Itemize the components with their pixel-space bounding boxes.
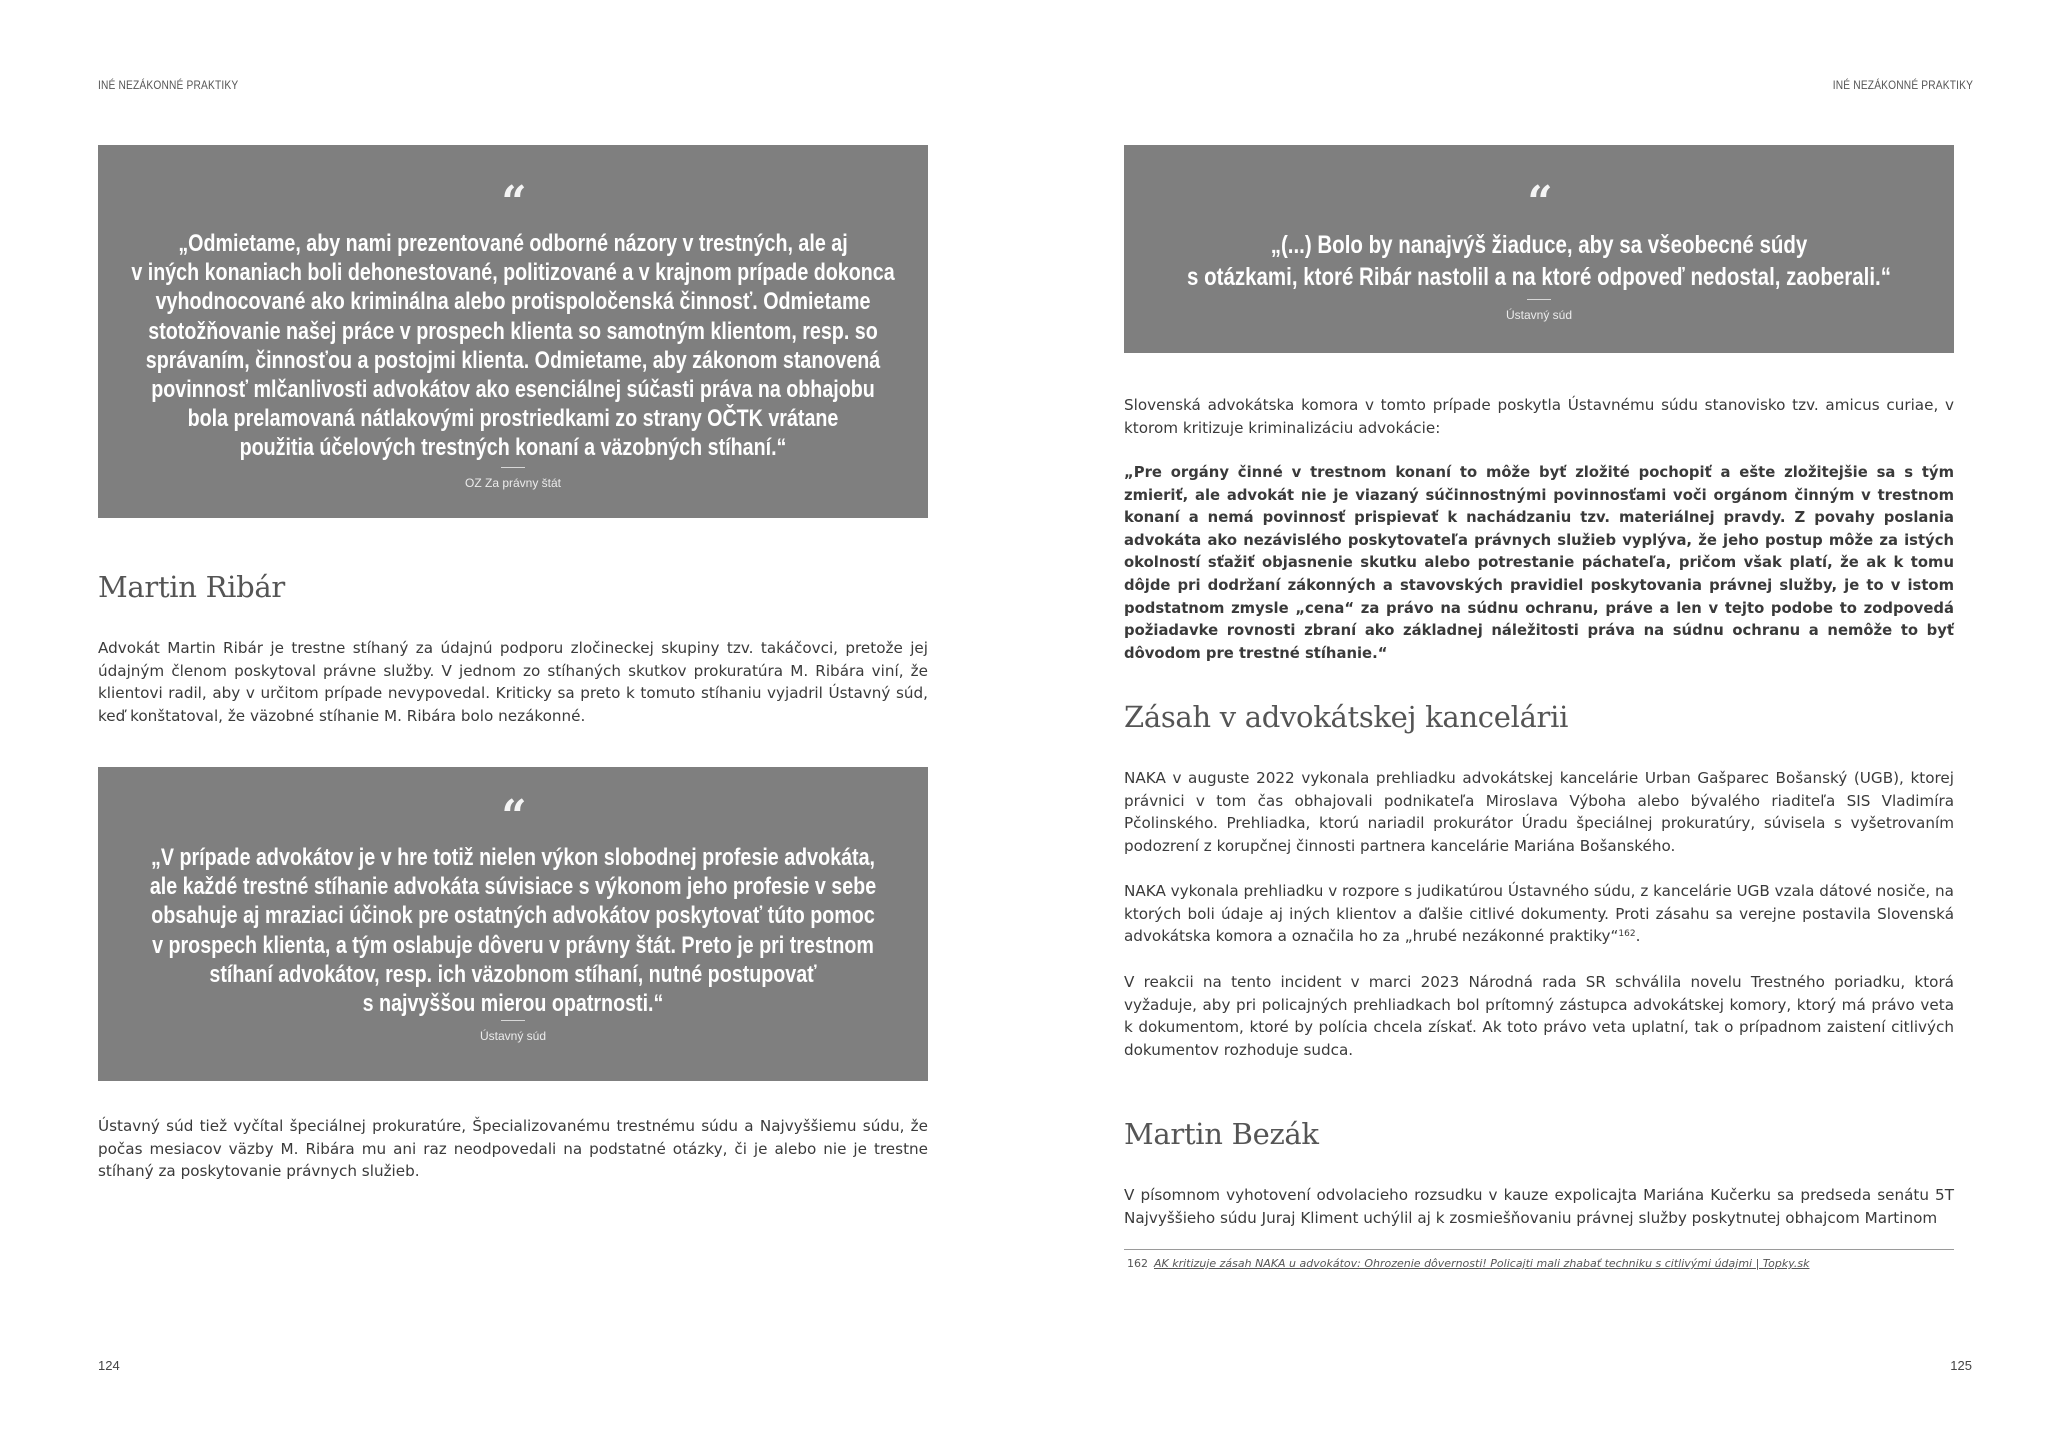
body-paragraph: Ústavný súd tiež vyčítal špeciálnej prokuratúre, Špecializovanému trestnému súdu a Najvyššiemu súdu, že počas mesiacov väzby M. Ribára mu ani raz neodpovedali na podstatné otázky, či je alebo nie je trestne stíhaný za poskytovanie právnych služieb. <box>98 1117 928 1181</box>
body-paragraph: Advokát Martin Ribár je trestne stíhaný za údajnú podporu zločineckej skupiny tzv. takáčovci, pretože jej údajným členom poskytoval právne služby. V jednom zo stíhaných skutkov prokuratúra M. Ribára viní, že klientovi radil, aby v určitom prípade nevypovedal. Kriticky sa preto k tomuto stíhaniu vyjadril Ústavný súd, keď konštatoval, že väzobné stíhanie M. Ribára bolo nezákonné. <box>98 639 928 725</box>
footnote-link[interactable]: AK kritizuje zásah NAKA u advokátov: Ohrozenie dôvernosti! Policajti mali zhabať techniku s citlivými údajmi | Topky.sk <box>1154 1257 1810 1270</box>
quote-box-oz <box>98 145 928 518</box>
quote-line: povinnosť mlčanlivosti advokátov ako esenciálnej súčasti práva na obhajobu <box>151 376 875 404</box>
quote-line: ale každé trestné stíhanie advokáta súvisiace s výkonom jeho profesie v sebe <box>149 873 877 901</box>
paragraph-end: . <box>1635 927 1641 946</box>
body-paragraph: Slovenská advokátska komora v tomto prípade poskytla Ústavnému súdu stanovisko tzv. amicus curiae, v ktorom kritizuje kriminalizáciu advokácie: <box>1124 396 1954 437</box>
quote-line: stíhaní advokátov, resp. ich väzobnom stíhaní, nutné postupovať <box>209 960 817 988</box>
quote-box-ustavny-sud <box>98 767 928 1081</box>
footnote-number: 162 <box>1127 1257 1148 1270</box>
paragraph-text: NAKA vykonala prehliadku v rozpore s judikatúrou Ústavného súdu, z kancelárie UGB vzala dátové nosiče, na ktorých boli údaje aj iných klientov a ďalšie citlivé dokumenty. Proti zásahu sa verejne postavila Slovenská advokátska komora a označila ho za „hrubé nezákonné praktiky“ <box>1124 882 1954 946</box>
section-heading-martin-ribar: Martin Ribár <box>98 570 285 604</box>
quote-line: správaním, činnosťou a postojmi klienta. Odmietame, aby zákonom stanovená <box>145 346 881 374</box>
quote-divider <box>501 1020 525 1021</box>
footnote-divider <box>1124 1249 1954 1250</box>
right-page <box>1024 0 2048 1448</box>
quote-line: vyhodnocované ako kriminálna alebo protispoločenská činnosť. Odmietame <box>155 288 871 316</box>
quote-line: v iných konaniach boli dehonestované, politizované a v krajnom prípade dokonca <box>131 259 895 287</box>
quote-line: „Odmietame, aby nami prezentované odborné názory v trestných, ale aj <box>178 230 848 257</box>
quote-line: v prospech klienta, a tým oslabuje dôveru v právny štát. Preto je pri trestnom <box>152 931 874 959</box>
quote-text <box>103 229 923 463</box>
quote-divider <box>501 467 525 468</box>
quote-line: použitia účelových trestných konaní a väzobných stíhaní.“ <box>239 434 787 462</box>
body-paragraph <box>1124 880 1954 948</box>
body-paragraph: V písomnom vyhotovení odvolacieho rozsudku v kauze expolicajta Mariána Kučerku sa predseda senátu 5T Najvyššieho súdu Juraj Kliment uchýlil aj k zosmiešňovaniu právnej služby poskytnutej obhajcom Martinom <box>1124 1186 1954 1227</box>
quote-mark-icon: “ <box>1527 181 1551 215</box>
quote-text <box>103 843 923 1018</box>
quote-text <box>1129 229 1949 293</box>
quote-line: s otázkami, ktoré Ribár nastolil a na ktoré odpoveď nedostal, zaoberali.“ <box>1187 263 1891 291</box>
quote-line: bola prelamovaná nátlakovými prostriedkami zo strany OČTK vrátane <box>187 405 839 433</box>
section-heading-zasah: Zásah v advokátskej kancelárii <box>1124 700 1569 734</box>
quote-line: „(...) Bolo by nanajvýš žiaduce, aby sa všeobecné súdy <box>1270 231 1808 259</box>
quote-source: Ústavný súd <box>479 1029 547 1044</box>
body-paragraph: NAKA v auguste 2022 vykonala prehliadku advokátskej kancelárie Urban Gašparec Bošanský (UGB), ktorej právnici v tom čas obhajovali podnikateľa Miroslava Výboha alebo bývalého riaditeľa SIS Vladimíra Pčolinského. Prehliadka, ktorú nariadil prokurátor Úradu špeciálnej prokuratúry, súvisela s vyšetrovaním podozrení z korupčnej činnosti partnera kancelárie Mariána Bošanského. <box>1124 769 1954 855</box>
quote-line: stotožňovanie našej práce v prospech klienta so samotným klientom, resp. so <box>148 317 878 345</box>
running-head-left: INÉ NEZÁKONNÉ PRAKTIKY <box>98 78 239 92</box>
page-number-right: 125 <box>1950 1358 1972 1373</box>
quote-divider <box>1527 299 1551 300</box>
quote-line: s najvyššou mierou opatrnosti.“ <box>362 990 664 1018</box>
footnote <box>1127 1257 1957 1270</box>
running-head-right: INÉ NEZÁKONNÉ PRAKTIKY <box>1832 78 1973 92</box>
page-number-left: 124 <box>98 1358 120 1373</box>
quote-mark-icon: “ <box>501 795 525 829</box>
bold-quote-paragraph: „Pre orgány činné v trestnom konaní to môže byť zložité pochopiť a ešte zložitejšie sa s tým zmieriť, ale advokát nie je viazaný súčinnostnými povinnosťami voči orgánom činným v trestnom konaní a nemá povinnosť prispievať k nachádzaniu tzv. materiálnej pravdy. Z povahy poslania advokáta ako nezávislého poskytovateľa právnych služieb vyplýva, že jeho postup môže za istých okolností sťažiť objasnenie skutku alebo potrestanie páchateľa, pričom však platí, že ak k tomu dôjde pri dodržaní zákonných a stavovských pravidiel poskytovania právnej služby, je to v istom podstatnom zmysle „cena“ za právo na súdnu ochranu, práve a len v tejto podobe to zodpovedá požiadavke rovnosti zbraní ako základnej náležitosti práva na súdnu ochranu a nemôže to byť dôvodom pre trestné stíhanie.“ <box>1124 464 1954 662</box>
body-paragraph: V reakcii na tento incident v marci 2023 Národná rada SR schválila novelu Trestného poriadku, ktorá vyžaduje, aby pri policajných prehliadkach bol prítomný zástupca advokátskej komory, ktorý má právo veta k dokumentom, ktoré by polícia chcela získať. Ak toto právo veta uplatní, tak o prípadnom zaistení citlivých dokumentov rozhoduje sudca. <box>1124 973 1954 1059</box>
quote-box-ustavny-sud-right <box>1124 145 1954 353</box>
quote-source: Ústavný súd <box>1505 308 1573 322</box>
footnote-reference[interactable]: 162 <box>1618 929 1636 940</box>
quote-line: obsahuje aj mraziaci účinok pre ostatných advokátov poskytovať túto pomoc <box>151 902 875 930</box>
section-heading-martin-bezak: Martin Bezák <box>1124 1117 1319 1151</box>
quote-line: „V prípade advokátov je v hre totiž nielen výkon slobodnej profesie advokáta, <box>151 844 875 871</box>
quote-mark-icon: “ <box>501 181 525 215</box>
quote-source: OZ Za právny štát <box>464 475 562 490</box>
